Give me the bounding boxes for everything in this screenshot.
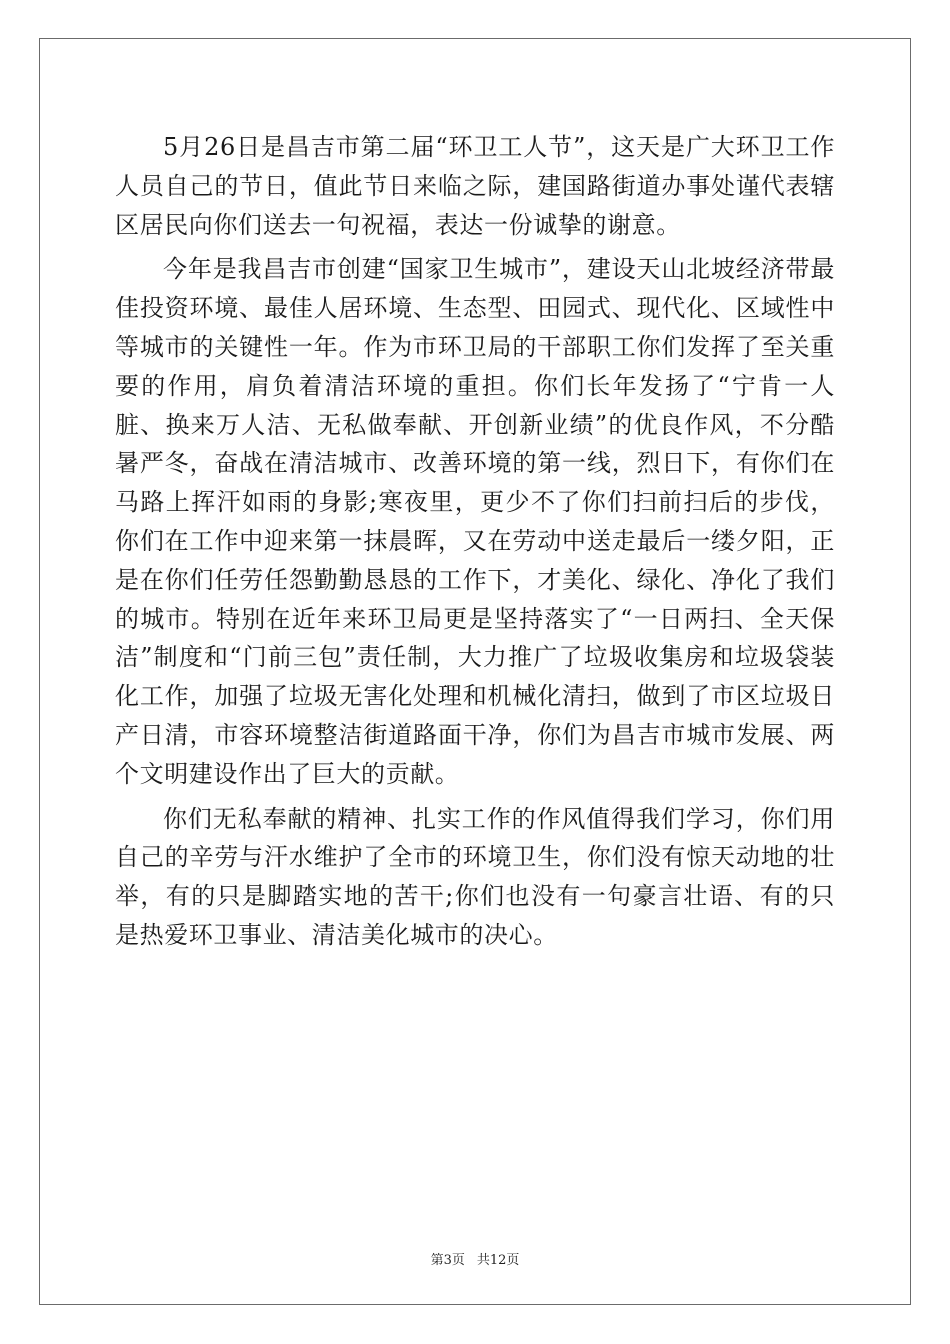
paragraph-2: 今年是我昌吉市创建“国家卫生城市”，建设天山北坡经济带最佳投资环境、最佳人居环境、生态型、田园式、现代化、区域性中等城市的关键性一年。作为市环卫局的干部职工你们发挥了至关重要的作用，肩负着清洁环境的重担。你们长年发扬了“宁肯一人脏、换来万人洁、无私做奉献、开创新业绩”的优良作风，不分酷暑严冬，奋战在清洁城市、改善环境的第一线，烈日下，有你们在马路上挥汗如雨的身影;寒夜里，更少不了你们扫前扫后的步伐，你们在工作中迎来第一抹晨晖，又在劳动中送走最后一缕夕阳，正是在你们任劳任怨勤勤恳恳的工作下，才美化、绿化、净化了我们的城市。特别在近年来环卫局更是坚持落实了“一日两扫、全天保洁”制度和“门前三包”责任制，大力推广了垃圾收集房和垃圾袋装化工作，加强了垃圾无害化处理和机械化清扫，做到了市区垃圾日产日清，市容环境整洁街道路面干净，你们为昌吉市城市发展、两个文明建设作出了巨大的贡献。 [115, 255, 835, 788]
document-body [115, 128, 835, 961]
paragraph-3: 你们无私奉献的精神、扎实工作的作风值得我们学习，你们用自己的辛劳与汗水维护了全市的环境卫生，你们没有惊天动地的壮举，有的只是脚踏实地的苦干;你们也没有一句豪言壮语、有的只是热爱环卫事业、清洁美化城市的决心。 [115, 804, 835, 949]
page-footer [0, 1249, 950, 1268]
page-total: 共12页 [476, 1253, 520, 1268]
paragraph-1: 5月26日是昌吉市第二届“环卫工人节”，这天是广大环卫工作人员自己的节日，值此节日来临之际，建国路街道办事处谨代表辖区居民向你们送去一句祝福，表达一份诚挚的谢意。 [115, 133, 835, 239]
page-number: 第3页 [430, 1253, 465, 1268]
